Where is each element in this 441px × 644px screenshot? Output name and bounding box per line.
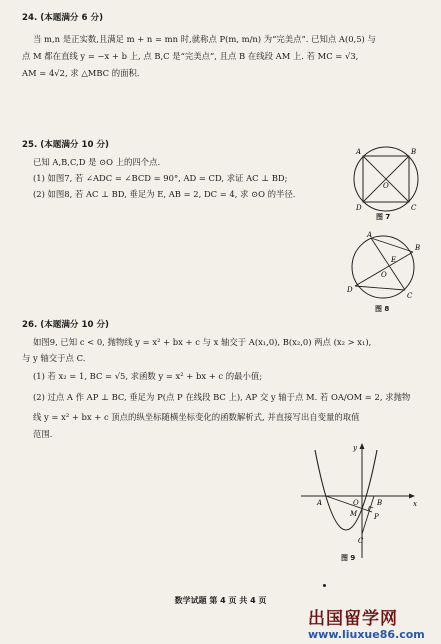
label-a: A <box>356 148 362 156</box>
label-o: O <box>381 271 387 279</box>
label-c: C <box>411 204 417 212</box>
question-26-part-1: (1) 若 x₂ = 1, BC = √5, 求函数 y = x² + bx + c 的最小值; <box>33 371 263 381</box>
label-o: O <box>353 499 359 507</box>
label-e: E <box>391 256 397 264</box>
question-24-line-3: AM = 4√2, 求 △MBC 的面积. <box>22 68 140 78</box>
label-b: B <box>415 244 421 252</box>
figure-7 <box>346 140 426 220</box>
question-25-part-1: (1) 如图7, 若 ∠ADC = ∠BCD = 90°, AD = CD, 求证 AC ⊥ BD; <box>33 173 288 183</box>
label-d: D <box>356 204 362 212</box>
label-o: O <box>383 182 389 190</box>
x-axis-arrow <box>409 494 415 499</box>
question-25-part-2: (2) 如图8, 若 AC ⊥ BD, 垂足为 E, AB = 2, DC = 4, 求 ⊙O 的半径. <box>33 189 296 199</box>
question-24 <box>22 12 427 80</box>
question-25-line-1: 已知 A,B,C,D 是 ⊙O 上的四个点. <box>33 157 161 167</box>
parabola <box>315 450 377 530</box>
label-p: P <box>374 513 379 521</box>
question-26-line-1: 如图9, 已知 c < 0, 抛物线 y = x² + bx + c 与 x 轴交于 A(x₁,0), B(x₂,0) 两点 (x₂ > x₁), <box>33 337 372 347</box>
question-26-line-2: 与 y 轴交于点 C. <box>22 353 86 363</box>
segment-bc <box>362 496 374 534</box>
label-x: x <box>413 500 417 508</box>
page-footer: 数学试题 第 4 页 共 4 页 <box>174 596 267 605</box>
question-24-line-2: 点 M 都在直线 y = −x + b 上, 点 B,C 是“完美点”, 且点 B 在线段 AM 上. 若 MC = √3, <box>22 51 359 61</box>
watermark-url: www.liuxue86.com <box>308 628 425 641</box>
chord-ab <box>371 238 413 252</box>
question-25 <box>22 139 342 201</box>
y-axis-arrow <box>360 443 365 449</box>
question-26-part-2-line-1: (2) 过点 A 作 AP ⊥ BC, 垂足为 P(点 P 在线段 BC 上), AP 交 y 轴于点 M. 若 OA/OM = 2, 求抛物 <box>33 392 411 402</box>
label-a: A <box>317 499 323 507</box>
ink-dot <box>323 584 326 587</box>
figure-8-caption: 图 8 <box>375 305 390 313</box>
figure-9 <box>295 440 425 562</box>
question-26-part-2-line-2: 线 y = x² + bx + c 顶点的纵坐标随横坐标变化的函数解析式, 并直接写出自变量的取值 <box>33 412 360 422</box>
question-24-title: 24. (本题满分 6 分) <box>22 13 104 23</box>
figure-7-caption: 图 7 <box>376 213 391 221</box>
label-b: B <box>411 148 417 156</box>
chord-dc <box>355 286 405 290</box>
figure-8 <box>341 228 427 306</box>
watermark-logo-text: 出国留学网 <box>308 609 398 629</box>
label-b: B <box>377 499 383 507</box>
chord-ac <box>371 238 405 290</box>
watermark <box>308 604 438 642</box>
question-25-title: 25. (本题满分 10 分) <box>22 140 109 150</box>
question-26 <box>22 319 427 441</box>
question-24-line-1: 当 m,n 是正实数,且满足 m + n = mn 时,就称点 P(m, m/n) 为“完美点”. 已知点 A(0,5) 与 <box>33 34 376 44</box>
label-y: y <box>353 444 357 452</box>
figure-9-caption: 图 9 <box>341 554 356 562</box>
question-26-title: 26. (本题满分 10 分) <box>22 320 109 330</box>
label-d: D <box>347 286 353 294</box>
label-m: M <box>350 510 358 518</box>
label-c: C <box>407 292 413 300</box>
label-a: A <box>367 231 373 239</box>
question-26-part-2-line-3: 范围. <box>33 429 53 439</box>
right-angle-marker <box>368 507 373 511</box>
circle-o <box>352 236 414 298</box>
label-c: C <box>358 537 364 545</box>
